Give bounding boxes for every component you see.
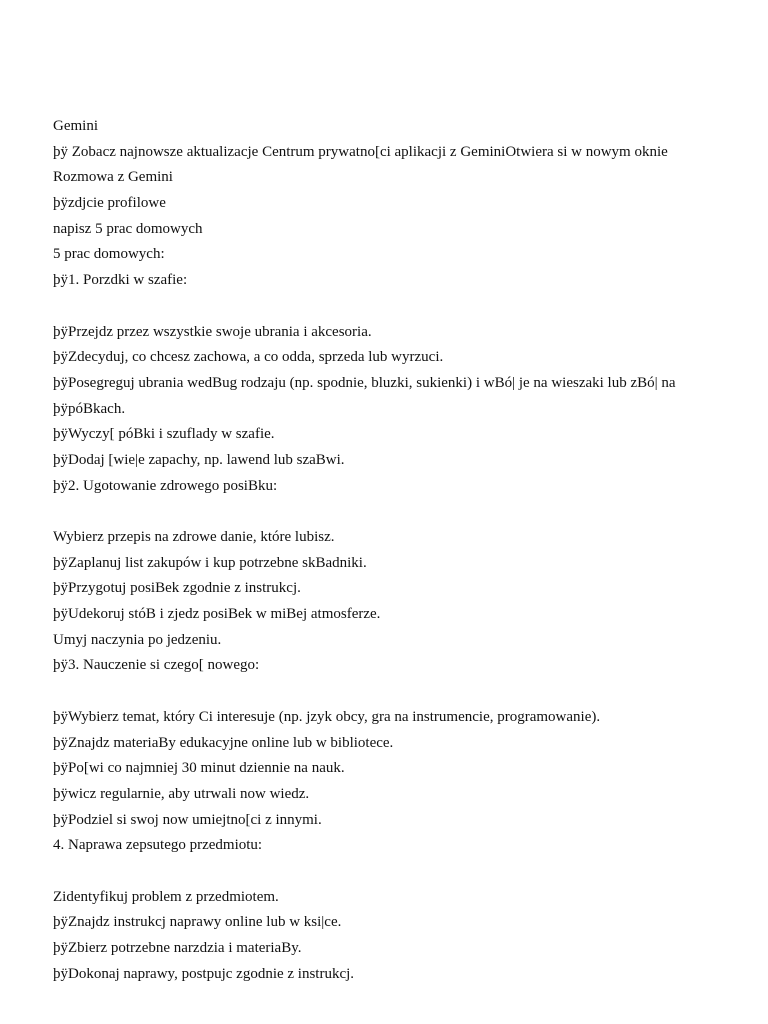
list-item: þÿUdekoruj stóB i zjedz posiBek w miBej atmosferze. <box>53 606 381 623</box>
list-item: Umyj naczynia po jedzeniu. <box>53 631 222 648</box>
section-heading: 4. Naprawa zepsutego przedmiotu: <box>53 837 263 854</box>
list-item: þÿWybierz temat, który Ci interesuje (np. jzyk obcy, gra na instrumencie, programowanie). <box>53 708 601 725</box>
list-item: þÿPrzygotuj posiBek zgodnie z instrukcj. <box>53 580 301 597</box>
list-item: þÿZnajdz materiaBy edukacyjne online lub w bibliotece. <box>53 734 394 751</box>
blank-line <box>53 679 753 705</box>
list-item: þÿPosegreguj ubrania wedBug rodzaju (np. spodnie, bluzki, sukienki) i wBó| je na wieszaki lub zBó| na <box>53 374 676 391</box>
list-item: þÿPodziel si swoj now umiejtno[ci z innymi. <box>53 811 322 828</box>
text-line: Gemini <box>53 118 98 134</box>
list-item: þÿZbierz potrzebne narzdzia i materiaBy. <box>53 940 302 956</box>
list-item: Zidentyfikuj problem z przedmiotem. <box>53 888 279 905</box>
list-item: þÿZnajdz instrukcj naprawy online lub w ksi|ce. <box>53 914 342 931</box>
text-line: Rozmowa z Gemini <box>53 169 173 186</box>
blank-line <box>53 859 753 885</box>
text-line: napisz 5 prac domowych <box>53 220 203 237</box>
list-item: þÿWyczy[ póBki i szuflady w szafie. <box>53 426 275 443</box>
list-item: þÿDokonaj naprawy, postpujc zgodnie z instrukcj. <box>53 965 355 982</box>
section-heading: þÿ3. Nauczenie si czego[ nowego: <box>53 657 260 674</box>
text-line: 5 prac domowych: <box>53 246 165 263</box>
section-heading: þÿ1. Porzdki w szafie: <box>53 272 188 289</box>
blank-line <box>53 499 753 525</box>
text-line: þÿzdjcie profilowe <box>53 195 166 212</box>
list-item: þÿwicz regularnie, aby utrwali now wiedz. <box>53 785 310 802</box>
list-item: þÿZdecyduj, co chcesz zachowa, a co odda, sprzeda lub wyrzuci. <box>53 349 444 366</box>
list-item: þÿPrzejdz przez wszystkie swoje ubrania i akcesoria. <box>53 323 372 340</box>
list-item: Wybierz przepis na zdrowe danie, które lubisz. <box>53 529 335 545</box>
list-item: þÿPo[wi co najmniej 30 minut dziennie na nauk. <box>53 760 345 777</box>
list-item: þÿpóBkach. <box>53 400 126 417</box>
list-item: þÿZaplanuj list zakupów i kup potrzebne skBadniki. <box>53 554 367 571</box>
document-body <box>53 114 753 987</box>
text-line: þÿ Zobacz najnowsze aktualizacje Centrum prywatno[ci aplikacji z GeminiOtwiera si w nowym oknie <box>53 143 668 160</box>
list-item: þÿDodaj [wie|e zapachy, np. lawend lub szaBwi. <box>53 451 345 468</box>
section-heading: þÿ2. Ugotowanie zdrowego posiBku: <box>53 477 278 494</box>
blank-line <box>53 294 753 320</box>
